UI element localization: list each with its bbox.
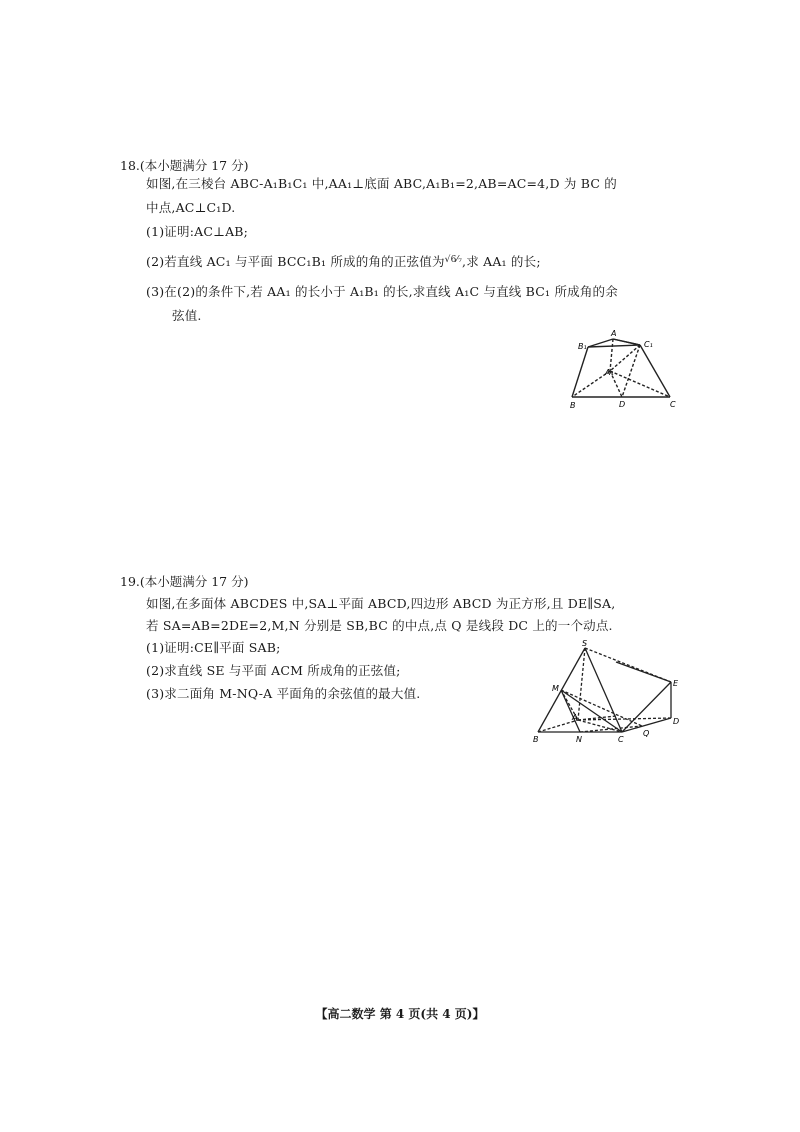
q18-part2 — [146, 252, 541, 270]
q18-label-d: D — [619, 400, 626, 409]
q19-label-n: N — [576, 735, 582, 744]
q18-label-c: C — [670, 400, 676, 409]
q18-label-a: A — [611, 329, 617, 338]
q19-label-m: M — [552, 684, 559, 693]
q18-stem-line2: 中点,AC⊥C₁D. — [146, 200, 236, 215]
q19-label-q: Q — [643, 729, 650, 738]
q19-label-s: S — [582, 639, 588, 648]
q18-label-b: B — [570, 401, 576, 410]
q18-stem-line1: 如图,在三棱台 ABC-A₁B₁C₁ 中,AA₁⊥底面 ABC,A₁B₁=2,AB=AC=4,D 为 BC 的 — [146, 176, 618, 191]
q18-label-b1: B₁ — [578, 342, 587, 351]
q19-stem-line2: 若 SA=AB=2DE=2,M,N 分别是 SB,BC 的中点,点 Q 是线段 DC 上的一个动点. — [146, 618, 613, 633]
q18-label-c1: C₁ — [644, 340, 653, 349]
q18-figure — [560, 325, 690, 415]
q19-part1: (1)证明:CE∥平面 SAB; — [146, 640, 281, 655]
q18-part2-text-a: (2)若直线 AC₁ 与平面 BCC₁B₁ 所成的角的正弦值为 — [146, 254, 445, 269]
q19-label-e: E — [673, 679, 679, 688]
q18-header: 18.(本小题满分 17 分) — [120, 158, 249, 173]
q19-header: 19.(本小题满分 17 分) — [120, 574, 249, 589]
q18-part3-line1: (3)在(2)的条件下,若 AA₁ 的长小于 A₁B₁ 的长,求直线 A₁C 与直线 BC₁ 所成角的余 — [146, 284, 618, 299]
q18-part1: (1)证明:AC⊥AB; — [146, 224, 249, 239]
q19-part2: (2)求直线 SE 与平面 ACM 所成角的正弦值; — [146, 663, 401, 678]
q19-label-d: D — [673, 717, 680, 726]
q18-part2-text-b: ,求 AA₁ 的长; — [462, 254, 541, 269]
q19-label-c: C — [618, 735, 624, 744]
q19-stem-line1: 如图,在多面体 ABCDES 中,SA⊥平面 ABCD,四边形 ABCD 为正方形,且 DE∥SA, — [146, 596, 616, 611]
q19-part3: (3)求二面角 M-NQ-A 平面角的余弦值的最大值. — [146, 686, 421, 701]
q19-figure — [528, 636, 698, 746]
q18-part2-fraction: √6⁄₇ — [444, 255, 463, 265]
q18-label-a1: A₁ — [605, 368, 614, 377]
page-footer: 【高二数学 第 4 页(共 4 页)】 — [315, 1007, 485, 1021]
q19-label-b: B — [533, 735, 539, 744]
q19-label-a: A — [572, 713, 578, 722]
q18-part3-line2: 弦值. — [172, 308, 202, 323]
